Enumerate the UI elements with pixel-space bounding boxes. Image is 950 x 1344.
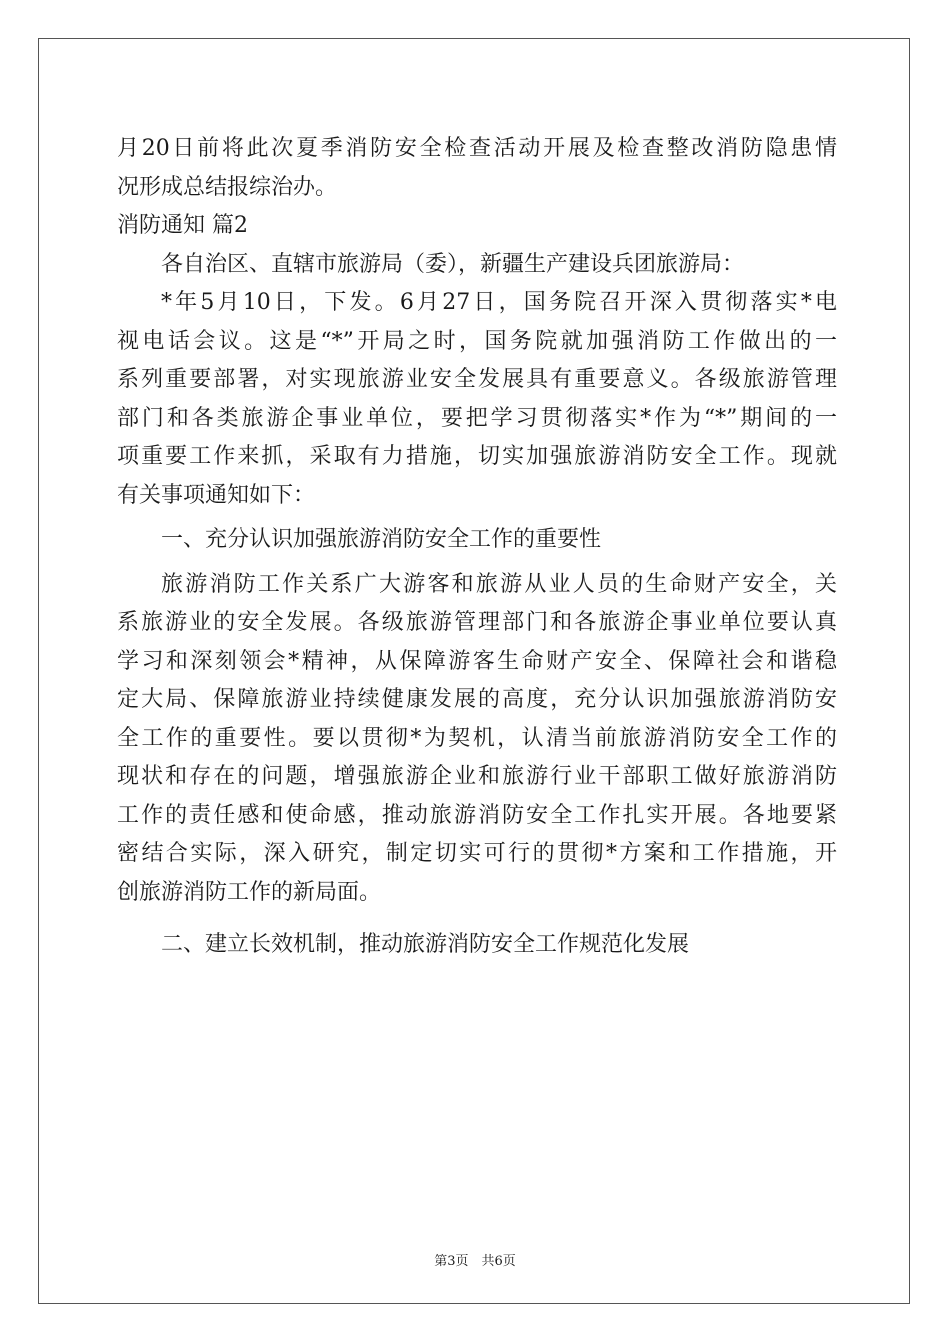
text-line: 月20日前将此次夏季消防安全检查活动开展及检查整改消防隐患情 <box>117 136 837 161</box>
text-line: 定大局、保障旅游业持续健康发展的高度，充分认识加强旅游消防安 <box>117 687 837 712</box>
text-line: 系旅游业的安全发展。各级旅游管理部门和各旅游企事业单位要认真 <box>117 610 837 635</box>
section-title-1: 一、充分认识加强旅游消防安全工作的重要性 <box>161 527 602 552</box>
page-number-footer: 第3页 共6页 <box>434 1254 516 1269</box>
text-line: 创旅游消防工作的新局面。 <box>117 879 382 905</box>
text-line: 现状和存在的问题，增强旅游企业和旅游行业干部职工做好旅游消防 <box>117 764 837 789</box>
text-line: 有关事项通知如下： <box>117 482 316 508</box>
text-line: 学习和深刻领会*精神，从保障游客生命财产安全、保障社会和谐稳 <box>117 648 837 674</box>
text-line: 工作的责任感和使命感，推动旅游消防安全工作扎实开展。各地要紧 <box>117 802 837 828</box>
text-line: 系列重要部署，对实现旅游业安全发展具有重要意义。各级旅游管理 <box>117 367 837 392</box>
text-line: 密结合实际，深入研究，制定切实可行的贯彻*方案和工作措施，开 <box>117 841 837 866</box>
section-heading: 消防通知 篇2 <box>117 213 248 238</box>
text-line: *年5月10日，下发。6月27日，国务院召开深入贯彻落实*电 <box>161 290 837 315</box>
text-line: 况形成总结报综治办。 <box>117 174 338 200</box>
document-body <box>117 130 837 965</box>
text-line: 旅游消防工作关系广大游客和旅游从业人员的生命财产安全，关 <box>161 571 837 597</box>
text-line: 部门和各类旅游企事业单位，要把学习贯彻落实*作为“*”期间的一 <box>117 405 837 431</box>
text-line: 项重要工作来抓，采取有力措施，切实加强旅游消防安全工作。现就 <box>117 444 837 469</box>
text-line: 视电话会议。这是“*”开局之时，国务院就加强消防工作做出的一 <box>117 328 837 354</box>
text-line: 全工作的重要性。要以贯彻*为契机，认清当前旅游消防安全工作的 <box>117 725 837 751</box>
section-title-2: 二、建立长效机制，推动旅游消防安全工作规范化发展 <box>161 932 690 957</box>
addressee-line: 各自治区、直辖市旅游局（委），新疆生产建设兵团旅游局： <box>161 251 745 277</box>
